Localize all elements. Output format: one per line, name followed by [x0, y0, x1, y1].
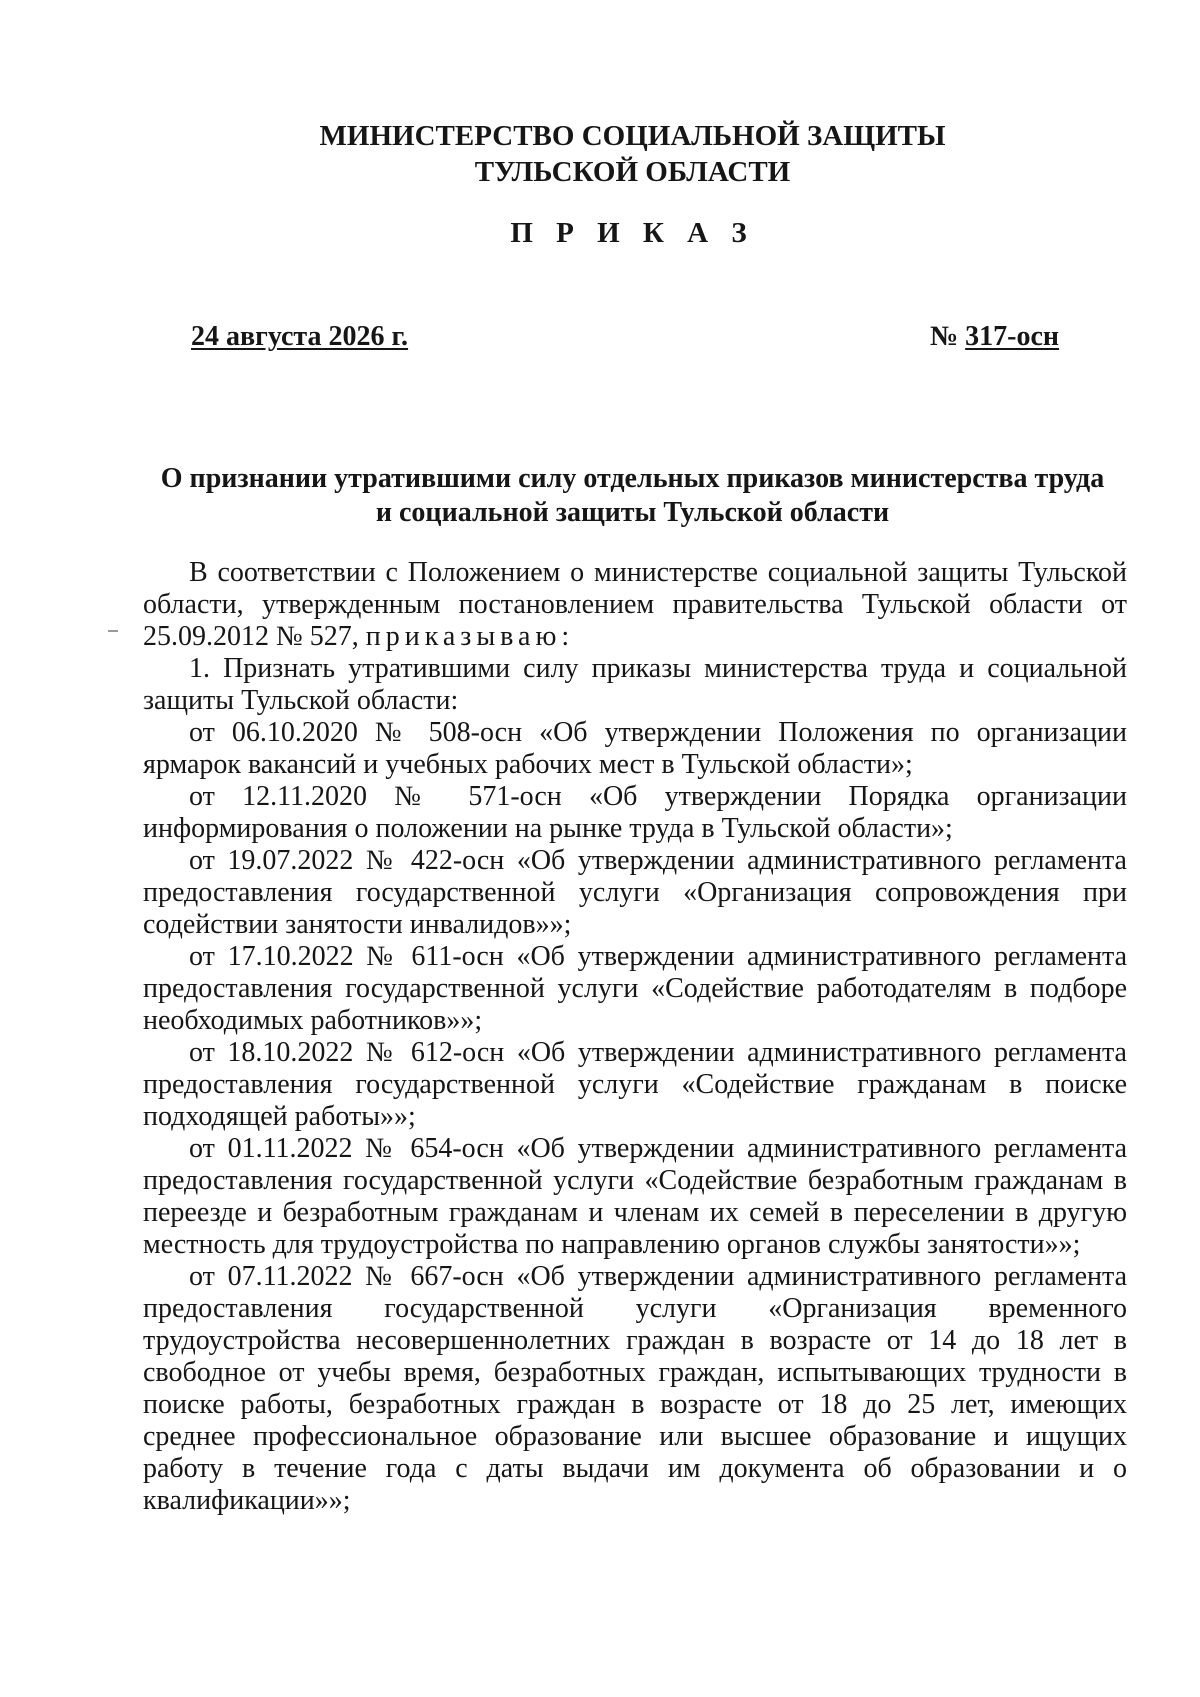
order-body	[143, 557, 1127, 1517]
repealed-order-2: от 12.11.2020 № 571-осн «Об утверждении Порядка организации информирования о положении на рынке труда в Тульской области»;	[143, 781, 1127, 844]
preamble-paragraph	[143, 557, 1127, 653]
repealed-order-1: от 06.10.2020 № 508-осн «Об утверждении Положения по организации ярмарок вакансий и учебных рабочих мест в Тульской области»;	[143, 717, 1127, 780]
preamble-text: В соответствии с Положением о министерстве социальной защиты Тульской области, утвержденным постановлением правительства Тульской области от 25.09.2012 № 527,	[143, 557, 1127, 652]
scan-margin-mark	[108, 630, 118, 632]
ministry-name-line-2: ТУЛЬСКОЙ ОБЛАСТИ	[474, 156, 791, 188]
order-number	[930, 321, 1059, 353]
repealed-order-4: от 17.10.2022 № 611-осн «Об утверждении административного регламента предоставления государственной услуги «Содействие работодателям в подборе необходимых работников»»;	[143, 941, 1127, 1036]
order-date: 24 августа 2026 г.	[191, 321, 409, 352]
item-1-paragraph: 1. Признать утратившими силу приказы министерства труда и социальной защиты Тульской области:	[143, 653, 1127, 716]
order-subject-line-1: О признании утратившими силу отдельных приказов министерства труда	[160, 463, 1105, 494]
ministry-name-line-1: МИНИСТЕРСТВО СОЦИАЛЬНОЙ ЗАЩИТЫ	[319, 120, 946, 152]
repealed-order-5: от 18.10.2022 № 612-осн «Об утверждении административного регламента предоставления государственной услуги «Содействие гражданам в поиске подходящей работы»»;	[143, 1037, 1127, 1132]
document-type-title: П Р И К А З	[510, 217, 755, 249]
order-word: приказываю:	[365, 621, 575, 652]
repealed-order-6: от 01.11.2022 № 654-осн «Об утверждении административного регламента предоставления государственной услуги «Содействие безработным гражданам в переезде и безработным гражданам и членам их семей в переселении в другую местность для трудоустройства по направлению органов службы занятости»»;	[143, 1133, 1127, 1260]
repealed-order-3: от 19.07.2022 № 422-осн «Об утверждении административного регламента предоставления государственной услуги «Организация сопровождения при содействии занятости инвалидов»»;	[143, 845, 1127, 940]
order-subject-line-2: и социальной защиты Тульской области	[375, 497, 890, 528]
order-number-value: 317-осн	[965, 321, 1060, 352]
order-number-prefix: №	[930, 321, 966, 352]
repealed-order-7: от 07.11.2022 № 667-осн «Об утверждении административного регламента предоставления государственной услуги «Организация временного трудоустройства несовершеннолетних граждан в возрасте от 14 до 18 лет в свободное от учебы время, безработных граждан, испытывающих трудности в поиске работы, безработных граждан в возрасте от 18 до 25 лет, имеющих среднее профессиональное образование или высшее образование и ищущих работу в течение года с даты выдачи им документа об образовании и о квалификации»»;	[143, 1261, 1127, 1516]
